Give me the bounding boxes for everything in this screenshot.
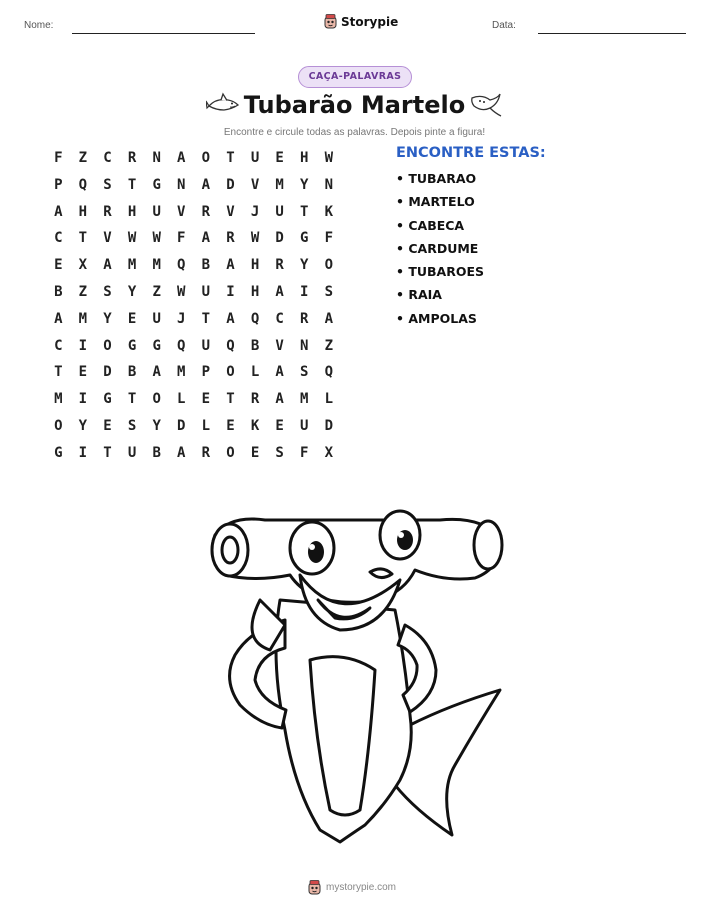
grid-row bbox=[46, 283, 341, 310]
grid-cell[interactable]: D bbox=[226, 176, 235, 193]
word-list-item: • AMPOLAS bbox=[396, 310, 477, 326]
grid-cell[interactable]: N bbox=[324, 176, 334, 193]
grid-cell[interactable]: F bbox=[54, 150, 63, 166]
grid-row bbox=[46, 256, 341, 283]
grid-cell[interactable]: T bbox=[226, 150, 235, 166]
grid-cell[interactable]: Q bbox=[177, 337, 186, 354]
grid-cell[interactable]: S bbox=[127, 417, 137, 434]
grid-cell[interactable]: B bbox=[152, 444, 161, 461]
grid-row bbox=[46, 337, 341, 364]
grid-cell[interactable]: A bbox=[226, 310, 235, 327]
name-line[interactable] bbox=[72, 33, 255, 34]
grid-cell[interactable]: D bbox=[103, 364, 112, 381]
grid-cell[interactable]: W bbox=[152, 230, 161, 247]
word-list bbox=[396, 171, 484, 334]
grid-cell[interactable]: Y bbox=[127, 283, 137, 300]
grid-cell[interactable]: A bbox=[177, 150, 186, 166]
brand-name: Storypie bbox=[341, 14, 399, 29]
grid-cell[interactable]: I bbox=[78, 337, 88, 354]
grid-cell[interactable]: V bbox=[177, 203, 186, 220]
grid-cell[interactable]: R bbox=[127, 150, 137, 166]
word-search-grid[interactable] bbox=[46, 149, 341, 471]
grid-cell[interactable]: L bbox=[324, 391, 334, 408]
category-badge: CAÇA-PALAVRAS bbox=[298, 66, 412, 88]
grid-row bbox=[46, 149, 341, 176]
word-list-item: • CARDUME bbox=[396, 240, 479, 256]
grid-cell[interactable]: L bbox=[201, 417, 211, 434]
grid-cell[interactable]: B bbox=[250, 337, 260, 354]
grid-cell[interactable]: H bbox=[127, 203, 137, 220]
grid-cell[interactable]: S bbox=[324, 283, 334, 300]
grid-cell[interactable]: G bbox=[152, 337, 161, 354]
grid-cell[interactable]: C bbox=[54, 230, 63, 247]
word-list-item: • TUBARAO bbox=[396, 171, 477, 186]
grid-cell[interactable]: T bbox=[201, 310, 211, 327]
grid-cell[interactable]: E bbox=[250, 444, 260, 461]
grid-cell[interactable]: J bbox=[250, 203, 260, 220]
grid-cell[interactable]: Y bbox=[152, 417, 161, 434]
footer bbox=[308, 880, 396, 895]
grid-cell[interactable]: R bbox=[201, 444, 211, 461]
grid-cell[interactable]: K bbox=[250, 417, 260, 434]
footer-url[interactable]: mystorypie.com bbox=[326, 882, 397, 893]
stingray-icon bbox=[468, 90, 502, 118]
hammerhead-shark-coloring-image[interactable] bbox=[200, 490, 510, 850]
grid-cell[interactable]: F bbox=[324, 230, 334, 247]
grid-cell[interactable]: N bbox=[177, 176, 186, 193]
grid-cell[interactable]: Z bbox=[152, 283, 161, 300]
grid-cell[interactable]: B bbox=[54, 283, 63, 300]
grid-cell[interactable]: I bbox=[78, 391, 88, 408]
grid-cell[interactable]: W bbox=[324, 150, 334, 166]
grid-cell[interactable]: N bbox=[152, 150, 161, 166]
grid-cell[interactable]: W bbox=[177, 283, 186, 300]
grid-cell[interactable]: A bbox=[324, 310, 334, 327]
grid-cell[interactable]: Z bbox=[78, 283, 88, 300]
grid-cell[interactable]: G bbox=[103, 391, 112, 408]
page-subtitle: Encontre e circule todas as palavras. Depois pinte a figura! bbox=[223, 127, 486, 138]
grid-cell[interactable]: E bbox=[78, 364, 88, 381]
name-label: Nome: bbox=[24, 20, 54, 31]
grid-cell[interactable]: E bbox=[275, 150, 284, 166]
grid-cell[interactable]: A bbox=[54, 203, 63, 220]
grid-cell[interactable]: X bbox=[324, 444, 334, 461]
grid-cell[interactable]: I bbox=[78, 444, 88, 461]
grid-cell[interactable]: I bbox=[226, 283, 235, 300]
grid-cell[interactable]: G bbox=[300, 230, 309, 247]
date-line[interactable] bbox=[538, 33, 686, 34]
grid-cell[interactable]: Z bbox=[78, 150, 88, 166]
grid-row bbox=[46, 390, 341, 417]
grid-row bbox=[46, 203, 341, 230]
grid-cell[interactable]: E bbox=[54, 257, 63, 274]
grid-cell[interactable]: M bbox=[275, 176, 284, 193]
grid-cell[interactable]: A bbox=[152, 364, 161, 381]
grid-cell[interactable]: U bbox=[152, 203, 161, 220]
grid-cell[interactable]: X bbox=[78, 257, 88, 274]
grid-row bbox=[46, 363, 341, 390]
grid-cell[interactable]: E bbox=[127, 310, 137, 327]
grid-cell[interactable]: B bbox=[201, 257, 211, 274]
grid-cell[interactable]: Z bbox=[324, 337, 334, 354]
grid-cell[interactable]: T bbox=[127, 391, 137, 408]
grid-cell[interactable]: H bbox=[300, 150, 309, 166]
grid-cell[interactable]: A bbox=[275, 364, 284, 381]
grid-row bbox=[46, 229, 341, 256]
grid-cell[interactable]: A bbox=[275, 391, 284, 408]
word-list-item: • CABECA bbox=[396, 217, 465, 233]
word-list-item: • MARTELO bbox=[396, 194, 475, 210]
grid-cell[interactable]: Q bbox=[177, 257, 186, 274]
grid-cell[interactable]: Q bbox=[324, 364, 334, 381]
grid-cell[interactable]: U bbox=[201, 283, 211, 300]
grid-cell[interactable]: D bbox=[177, 417, 186, 434]
grid-cell[interactable]: O bbox=[54, 417, 63, 434]
word-list-item: • RAIA bbox=[396, 287, 442, 303]
grid-cell[interactable]: Q bbox=[78, 176, 88, 193]
grid-cell[interactable]: O bbox=[201, 150, 211, 166]
grid-cell[interactable]: A bbox=[201, 176, 211, 193]
grid-cell[interactable]: V bbox=[250, 176, 260, 193]
grid-cell[interactable]: F bbox=[177, 230, 186, 247]
grid-cell[interactable]: O bbox=[226, 364, 235, 381]
grid-cell[interactable]: U bbox=[152, 310, 161, 327]
word-list-title: ENCONTRE ESTAS: bbox=[396, 145, 546, 161]
grid-cell[interactable]: E bbox=[226, 417, 235, 434]
grid-cell[interactable]: V bbox=[275, 337, 284, 354]
grid-cell[interactable]: P bbox=[201, 364, 211, 381]
grid-cell[interactable]: E bbox=[201, 391, 211, 408]
grid-cell[interactable]: Y bbox=[78, 417, 88, 434]
grid-cell[interactable]: H bbox=[78, 203, 88, 220]
grid-cell[interactable]: C bbox=[54, 337, 63, 354]
grid-row bbox=[46, 310, 341, 337]
grid-cell[interactable]: M bbox=[127, 257, 137, 274]
storypie-mascot-icon bbox=[324, 14, 337, 29]
grid-cell[interactable]: U bbox=[250, 150, 260, 166]
grid-cell[interactable]: L bbox=[177, 391, 186, 408]
grid-cell[interactable]: C bbox=[275, 310, 284, 327]
grid-cell[interactable]: D bbox=[275, 230, 284, 247]
grid-cell[interactable]: Y bbox=[300, 257, 309, 274]
grid-cell[interactable]: T bbox=[226, 391, 235, 408]
grid-cell[interactable]: N bbox=[300, 337, 309, 354]
grid-cell[interactable]: P bbox=[54, 176, 63, 193]
grid-cell[interactable]: A bbox=[275, 283, 284, 300]
grid-cell[interactable]: R bbox=[226, 230, 235, 247]
grid-cell[interactable]: G bbox=[54, 444, 63, 461]
grid-cell[interactable]: W bbox=[250, 230, 260, 247]
grid-cell[interactable]: I bbox=[300, 283, 309, 300]
grid-row bbox=[46, 176, 341, 203]
grid-cell[interactable]: M bbox=[177, 364, 186, 381]
grid-cell[interactable]: A bbox=[201, 230, 211, 247]
grid-cell[interactable]: B bbox=[127, 364, 137, 381]
grid-cell[interactable]: T bbox=[103, 444, 112, 461]
grid-cell[interactable]: K bbox=[324, 203, 334, 220]
grid-cell[interactable]: E bbox=[275, 417, 284, 434]
grid-cell[interactable]: T bbox=[127, 176, 137, 193]
grid-cell[interactable]: A bbox=[103, 257, 112, 274]
grid-cell[interactable]: M bbox=[54, 391, 63, 408]
grid-cell[interactable]: S bbox=[103, 283, 112, 300]
grid-cell[interactable]: V bbox=[226, 203, 235, 220]
grid-cell[interactable]: E bbox=[103, 417, 112, 434]
grid-cell[interactable]: L bbox=[250, 364, 260, 381]
grid-cell[interactable]: W bbox=[127, 230, 137, 247]
grid-cell[interactable]: R bbox=[275, 257, 284, 274]
grid-cell[interactable]: G bbox=[152, 176, 161, 193]
grid-cell[interactable]: R bbox=[103, 203, 112, 220]
date-label: Data: bbox=[492, 20, 516, 31]
brand-logo bbox=[324, 14, 398, 29]
grid-cell[interactable]: U bbox=[127, 444, 137, 461]
grid-cell[interactable]: G bbox=[127, 337, 137, 354]
grid-cell[interactable]: M bbox=[300, 391, 309, 408]
grid-cell[interactable]: Y bbox=[103, 310, 112, 327]
grid-row bbox=[46, 444, 341, 471]
grid-cell[interactable]: V bbox=[103, 230, 112, 247]
grid-cell[interactable]: S bbox=[300, 364, 309, 381]
grid-cell[interactable]: Q bbox=[226, 337, 235, 354]
grid-row bbox=[46, 417, 341, 444]
grid-cell[interactable]: Y bbox=[300, 176, 309, 193]
storypie-mascot-icon bbox=[308, 880, 321, 895]
grid-cell[interactable]: S bbox=[103, 176, 112, 193]
grid-cell[interactable]: T bbox=[300, 203, 309, 220]
grid-cell[interactable]: U bbox=[300, 417, 309, 434]
grid-cell[interactable]: T bbox=[78, 230, 88, 247]
grid-cell[interactable]: A bbox=[177, 444, 186, 461]
grid-cell[interactable]: J bbox=[177, 310, 186, 327]
grid-cell[interactable]: M bbox=[78, 310, 88, 327]
grid-cell[interactable]: A bbox=[226, 257, 235, 274]
grid-cell[interactable]: O bbox=[324, 257, 334, 274]
grid-cell[interactable]: O bbox=[226, 444, 235, 461]
grid-cell[interactable]: S bbox=[275, 444, 284, 461]
grid-cell[interactable]: C bbox=[103, 150, 112, 166]
grid-cell[interactable]: O bbox=[103, 337, 112, 354]
page-title: Tubarão Martelo bbox=[243, 91, 466, 119]
grid-cell[interactable]: R bbox=[250, 391, 260, 408]
grid-cell[interactable]: U bbox=[201, 337, 211, 354]
grid-cell[interactable]: H bbox=[250, 257, 260, 274]
grid-cell[interactable]: M bbox=[152, 257, 161, 274]
grid-cell[interactable]: D bbox=[324, 417, 334, 434]
word-list-item: • TUBAROES bbox=[396, 264, 485, 280]
grid-cell[interactable]: U bbox=[275, 203, 284, 220]
grid-cell[interactable]: R bbox=[300, 310, 309, 327]
grid-cell[interactable]: O bbox=[152, 391, 161, 408]
grid-cell[interactable]: Q bbox=[250, 310, 260, 327]
grid-cell[interactable]: R bbox=[201, 203, 211, 220]
grid-cell[interactable]: H bbox=[250, 283, 260, 300]
grid-cell[interactable]: F bbox=[300, 444, 309, 461]
grid-cell[interactable]: A bbox=[54, 310, 63, 327]
grid-cell[interactable]: T bbox=[54, 364, 63, 381]
